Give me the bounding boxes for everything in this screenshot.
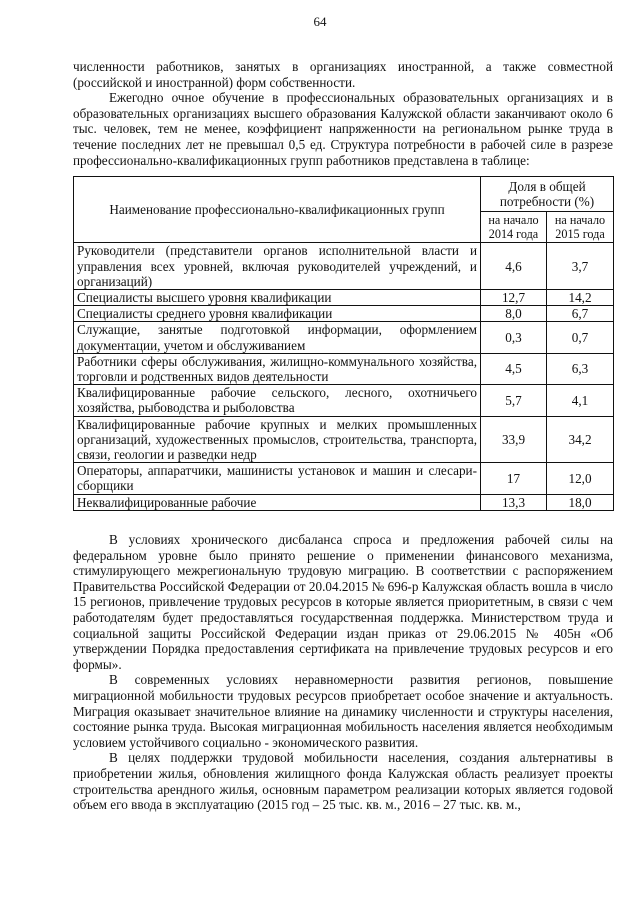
row-value-2015: 4,1 bbox=[547, 385, 614, 416]
row-value-2015: 3,7 bbox=[547, 243, 614, 290]
paragraph-continuation: численности работников, занятых в организациях иностранной, а также совместной (российской и иностранной) форм собственности. bbox=[73, 59, 613, 90]
row-value-2015: 12,0 bbox=[547, 463, 614, 494]
row-value-2015: 18,0 bbox=[547, 494, 614, 510]
row-value-2014: 8,0 bbox=[481, 306, 547, 322]
table-row bbox=[74, 322, 614, 353]
table-row bbox=[74, 306, 614, 322]
row-value-2015: 6,7 bbox=[547, 306, 614, 322]
row-name: Неквалифицированные рабочие bbox=[74, 494, 481, 510]
row-name: Руководители (представители органов исполнительной власти и управления всех уровней, включая руководителей учреждений, и организаций) bbox=[74, 243, 481, 290]
row-value-2014: 17 bbox=[481, 463, 547, 494]
table-header-share: Доля в общей потребности (%) bbox=[481, 177, 614, 212]
table-header-year-2014: на начало 2014 года bbox=[481, 212, 547, 243]
table-row bbox=[74, 243, 614, 290]
row-name: Операторы, аппаратчики, машинисты установок и машин и слесари-сборщики bbox=[74, 463, 481, 494]
row-value-2014: 13,3 bbox=[481, 494, 547, 510]
row-value-2015: 6,3 bbox=[547, 353, 614, 384]
body-section bbox=[73, 532, 613, 813]
table-header-group-name: Наименование профессионально-квалификационных групп bbox=[74, 177, 481, 243]
row-name: Служащие, занятые подготовкой информации, оформлением документации, учетом и обслуживанием bbox=[74, 322, 481, 353]
table-row bbox=[74, 353, 614, 384]
paragraph-table-intro: Ежегодно очное обучение в профессиональных образовательных организациях и в образовательных организациях высшего образования Калужской области заканчивают около 6 тыс. человек, тем не менее, коэффициент напряженности на региональном рынке труда в течение последних лет не превышал 0,5 ед. Структура потребности в рабочей силе в разрезе профессионально-квалификационных групп работников представлена в таблице: bbox=[73, 90, 613, 168]
table-header-year-2015: на начало 2015 года bbox=[547, 212, 614, 243]
row-value-2014: 5,7 bbox=[481, 385, 547, 416]
row-name: Специалисты высшего уровня квалификации bbox=[74, 290, 481, 306]
table-row bbox=[74, 494, 614, 510]
paragraph-migration-mechanism: В условиях хронического дисбаланса спроса и предложения рабочей силы на федеральном уровне было принято решение о применении финансового механизма, стимулирующего межрегиональную трудовую миграцию. В соответствии с распоряжением Правительства Российской Федерации от 20.04.2015 № 696-р Калужская область вошла в число 15 регионов, привлечение трудовых ресурсов в которые является приоритетным, в связи с чем работодателям будет предоставляться государственная поддержка. Министерством труда и социальной защиты Российской Федерации издан приказ от 29.06.2015 № 405н «Об утверждении Порядка предоставления сертификата на привлечение трудовых ресурсов и его формы». bbox=[73, 532, 613, 672]
page-number: 64 bbox=[313, 14, 327, 29]
row-value-2015: 34,2 bbox=[547, 416, 614, 463]
row-value-2014: 12,7 bbox=[481, 290, 547, 306]
table-row bbox=[74, 290, 614, 306]
table-row bbox=[74, 385, 614, 416]
row-name: Работники сферы обслуживания, жилищно-коммунального хозяйства, торговли и родственных видов деятельности bbox=[74, 353, 481, 384]
row-value-2014: 4,6 bbox=[481, 243, 547, 290]
table-row bbox=[74, 416, 614, 463]
row-value-2014: 4,5 bbox=[481, 353, 547, 384]
paragraph-rental-housing: В целях поддержки трудовой мобильности населения, создания альтернативы в приобретении жилья, обновления жилищного фонда Калужская область реализует проекты строительства арендного жилья, основным параметром реализации которых является годовой объем его ввода в эксплуатацию (2015 год – 25 тыс. кв. м., 2016 – 27 тыс. кв. м., bbox=[73, 750, 613, 813]
row-value-2015: 0,7 bbox=[547, 322, 614, 353]
table-row bbox=[74, 463, 614, 494]
row-value-2014: 0,3 bbox=[481, 322, 547, 353]
row-name: Квалифицированные рабочие сельского, лесного, охотничьего хозяйства, рыбоводства и рыболовства bbox=[74, 385, 481, 416]
paragraph-mobility: В современных условиях неравномерности развития регионов, повышение миграционной мобильности трудовых ресурсов приобретает особое значение и актуальность. Миграция оказывает значительное влияние на динамику численности и структуры населения, состояние рынка труда. Высокая миграционная мобильность населения является необходимым условием устойчивого социально - экономического развития. bbox=[73, 672, 613, 750]
row-value-2014: 33,9 bbox=[481, 416, 547, 463]
intro-section bbox=[73, 59, 613, 168]
row-value-2015: 14,2 bbox=[547, 290, 614, 306]
row-name: Специалисты среднего уровня квалификации bbox=[74, 306, 481, 322]
row-name: Квалифицированные рабочие крупных и мелких промышленных организаций, художественных промыслов, строительства, транспорта, связи, геологии и разведки недр bbox=[74, 416, 481, 463]
demand-structure-table bbox=[73, 176, 614, 511]
